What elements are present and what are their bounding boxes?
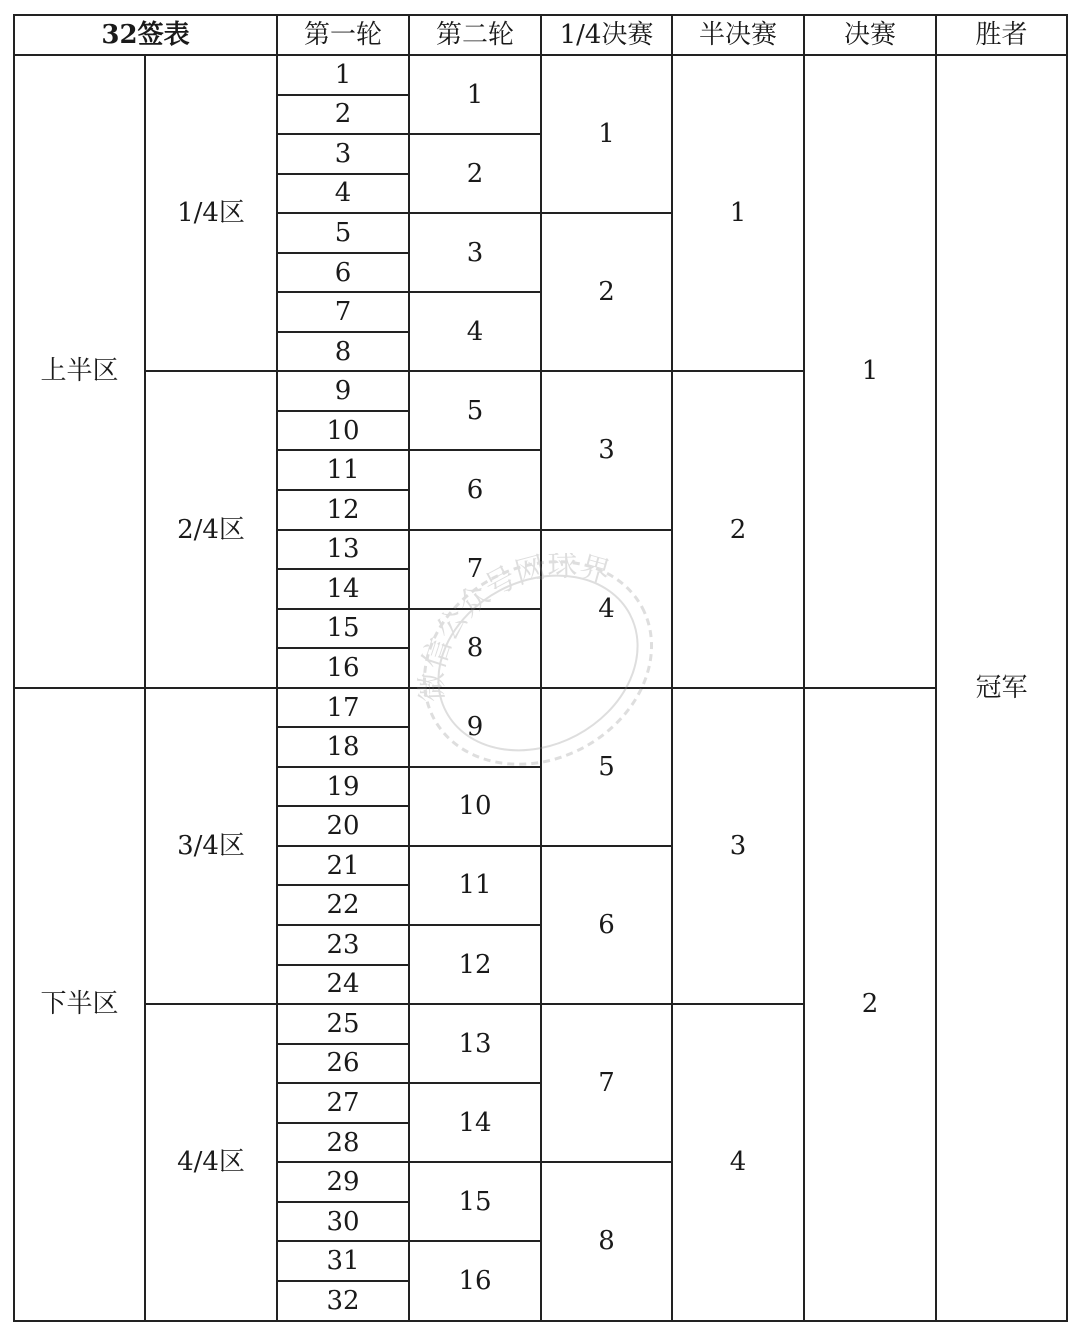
round2-slot: 8 [409, 609, 541, 688]
round1-slot: 24 [277, 965, 409, 1005]
round2-slot: 3 [409, 213, 541, 292]
header-round1: 第一轮 [277, 15, 409, 55]
round1-slot: 10 [277, 411, 409, 451]
round1-slot: 6 [277, 253, 409, 293]
round1-slot: 18 [277, 727, 409, 767]
round1-slot: 26 [277, 1044, 409, 1084]
quarterfinal-slot: 5 [541, 688, 672, 846]
draw-row [14, 688, 1067, 728]
draw-table [13, 14, 1068, 1322]
round2-slot: 16 [409, 1241, 541, 1320]
round2-slot: 14 [409, 1083, 541, 1162]
winner-cell: 冠军 [936, 55, 1067, 1321]
round1-slot: 3 [277, 134, 409, 174]
header-row [14, 15, 1067, 55]
header-semifinal: 半决赛 [672, 15, 804, 55]
round1-slot: 30 [277, 1202, 409, 1242]
round1-slot: 29 [277, 1162, 409, 1202]
quarterfinal-slot: 6 [541, 846, 672, 1004]
round2-slot: 6 [409, 450, 541, 529]
semifinal-slot: 3 [672, 688, 804, 1004]
round1-slot: 16 [277, 648, 409, 688]
draw-body [14, 55, 1067, 1321]
draw-row [14, 55, 1067, 95]
round1-slot: 22 [277, 885, 409, 925]
round2-slot: 11 [409, 846, 541, 925]
round1-slot: 25 [277, 1004, 409, 1044]
round2-slot: 12 [409, 925, 541, 1004]
round1-slot: 4 [277, 174, 409, 214]
round1-slot: 31 [277, 1241, 409, 1281]
round2-slot: 5 [409, 371, 541, 450]
round1-slot: 1 [277, 55, 409, 95]
round1-slot: 11 [277, 450, 409, 490]
watermark-text: 微信公众号网球界 [414, 553, 614, 703]
round1-slot: 12 [277, 490, 409, 530]
final-slot: 1 [804, 55, 936, 688]
round1-slot: 20 [277, 806, 409, 846]
round1-slot: 27 [277, 1083, 409, 1123]
header-quarterfinal: 1/4决赛 [541, 15, 672, 55]
round2-slot: 15 [409, 1162, 541, 1241]
round1-slot: 8 [277, 332, 409, 372]
half-label: 下半区 [14, 688, 145, 1321]
round2-slot: 13 [409, 1004, 541, 1083]
quarterfinal-slot: 2 [541, 213, 672, 371]
round2-slot: 4 [409, 292, 541, 371]
quarterfinal-slot: 1 [541, 55, 672, 213]
round1-slot: 5 [277, 213, 409, 253]
round1-slot: 14 [277, 569, 409, 609]
round2-slot: 1 [409, 55, 541, 134]
final-slot: 2 [804, 688, 936, 1321]
header-winner: 胜者 [936, 15, 1067, 55]
semifinal-slot: 1 [672, 55, 804, 371]
round1-slot: 2 [277, 95, 409, 135]
quarter-zone-label: 3/4区 [145, 688, 277, 1004]
round1-slot: 13 [277, 530, 409, 570]
quarterfinal-slot: 7 [541, 1004, 672, 1162]
round1-slot: 9 [277, 371, 409, 411]
round2-slot: 2 [409, 134, 541, 213]
round1-slot: 15 [277, 609, 409, 649]
round1-slot: 28 [277, 1123, 409, 1163]
round1-slot: 19 [277, 767, 409, 807]
half-label: 上半区 [14, 55, 145, 688]
round1-slot: 17 [277, 688, 409, 728]
header-final: 决赛 [804, 15, 936, 55]
semifinal-slot: 2 [672, 371, 804, 687]
semifinal-slot: 4 [672, 1004, 804, 1320]
quarter-zone-label: 2/4区 [145, 371, 277, 687]
quarterfinal-slot: 3 [541, 371, 672, 529]
quarterfinal-slot: 4 [541, 530, 672, 688]
header-draw-size: 32签表 [14, 15, 277, 55]
quarter-zone-label: 4/4区 [145, 1004, 277, 1320]
round2-slot: 7 [409, 530, 541, 609]
round2-slot: 10 [409, 767, 541, 846]
header-round2: 第二轮 [409, 15, 541, 55]
round1-slot: 7 [277, 292, 409, 332]
round2-slot: 9 [409, 688, 541, 767]
quarter-zone-label: 1/4区 [145, 55, 277, 371]
round1-slot: 21 [277, 846, 409, 886]
round1-slot: 23 [277, 925, 409, 965]
round1-slot: 32 [277, 1281, 409, 1321]
quarterfinal-slot: 8 [541, 1162, 672, 1320]
